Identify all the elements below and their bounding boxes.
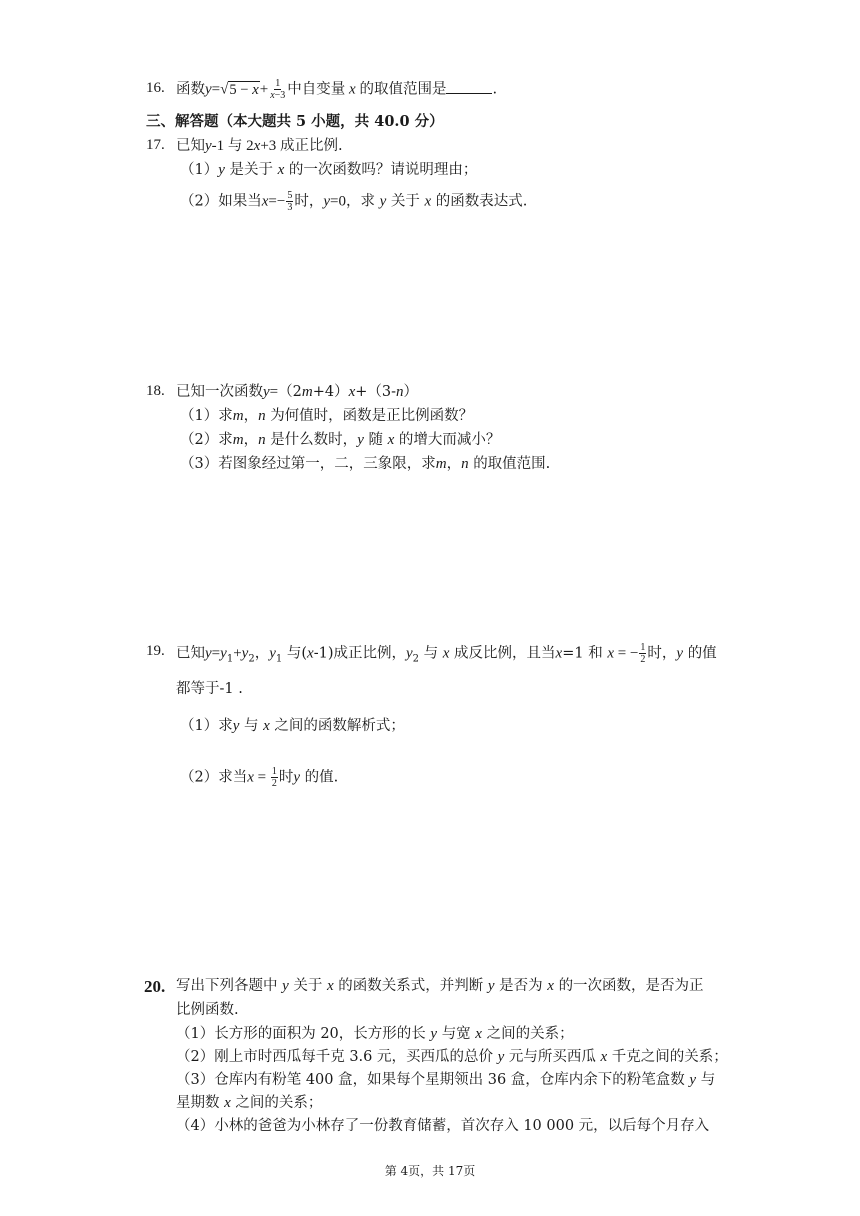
- answer-blank: [446, 79, 492, 94]
- q19-stem: 已知$y=y_1+y_2$，$y_1$ 与(x-1)成正比例，$y_2$ 与 x 成反比例，且当x=1 和 x = − $\frac{1}{2}$ 时，y 的值: [176, 642, 717, 665]
- q20-part-3-cont: 星期数 x 之间的关系；: [176, 1095, 323, 1111]
- q18-part-1: （1）求m，n 为何值时，函数是正比例函数？: [180, 408, 474, 424]
- q17-number: 17.: [146, 137, 165, 153]
- q16-text: 函数y=√5 − x+ $\frac{1}{x-3}$ 中自变量 x 的取值范围是 .: [176, 78, 498, 101]
- q20-number: 20.: [144, 977, 166, 996]
- q20-stem-cont: 比例函数.: [176, 1002, 239, 1018]
- q17-part-1: （1）y 是关于 x 的一次函数吗？请说明理由；: [180, 162, 478, 178]
- section-title: 三、解答题（本大题共 5 小题，共 40.0 分）: [146, 113, 444, 130]
- q19-part-2: （2）求当x = $\frac{1}{2}$ 时y 的值.: [180, 766, 339, 789]
- q19-number: 19.: [146, 643, 165, 659]
- q18-stem: 已知一次函数y=（2m+4）x+（3-n）: [176, 384, 419, 400]
- q20-stem: 写出下列各题中 y 关于 x 的函数关系式，并判断 y 是否为 x 的一次函数，是否为正: [176, 978, 704, 994]
- q20-part-2: （2）刚上市时西瓜每千克 3.6 元，买西瓜的总价 y 元与所买西瓜 x 千克之间的关系；: [176, 1049, 728, 1065]
- q20-part-1: （1）长方形的面积为 20，长方形的长 y 与宽 x 之间的关系；: [176, 1026, 574, 1042]
- q18-part-3: （3）若图象经过第一，二，三象限，求m，n 的取值范围.: [180, 456, 551, 472]
- q18-part-2: （2）求m，n 是什么数时，y 随 x 的增大而减小？: [180, 432, 501, 448]
- page-footer: 第 4页，共 17页: [384, 1164, 476, 1178]
- q20-part-4: （4）小林的爸爸为小林存了一份教育储蓄，首次存入 10 000 元，以后每个月存入: [176, 1118, 710, 1134]
- q19-part-1: （1）求y 与 x 之间的函数解析式；: [180, 718, 405, 734]
- q19-stem-cont: 都等于-1 .: [176, 681, 243, 697]
- q17-part-2: （2）如果当x=− $\frac{5}{3}$ 时，y=0，求 y 关于 x 的函数表达式.: [180, 190, 528, 213]
- q16-number: 16.: [146, 80, 165, 96]
- q20-part-3: （3）仓库内有粉笔 400 盒，如果每个星期领出 36 盒，仓库内余下的粉笔盒数 y 与: [176, 1072, 716, 1088]
- q17-stem: 已知y-1 与 2x+3 成正比例.: [176, 138, 343, 154]
- q16-fraction: $\frac{1}{x-3}$: [270, 78, 286, 101]
- q18-number: 18.: [146, 383, 165, 399]
